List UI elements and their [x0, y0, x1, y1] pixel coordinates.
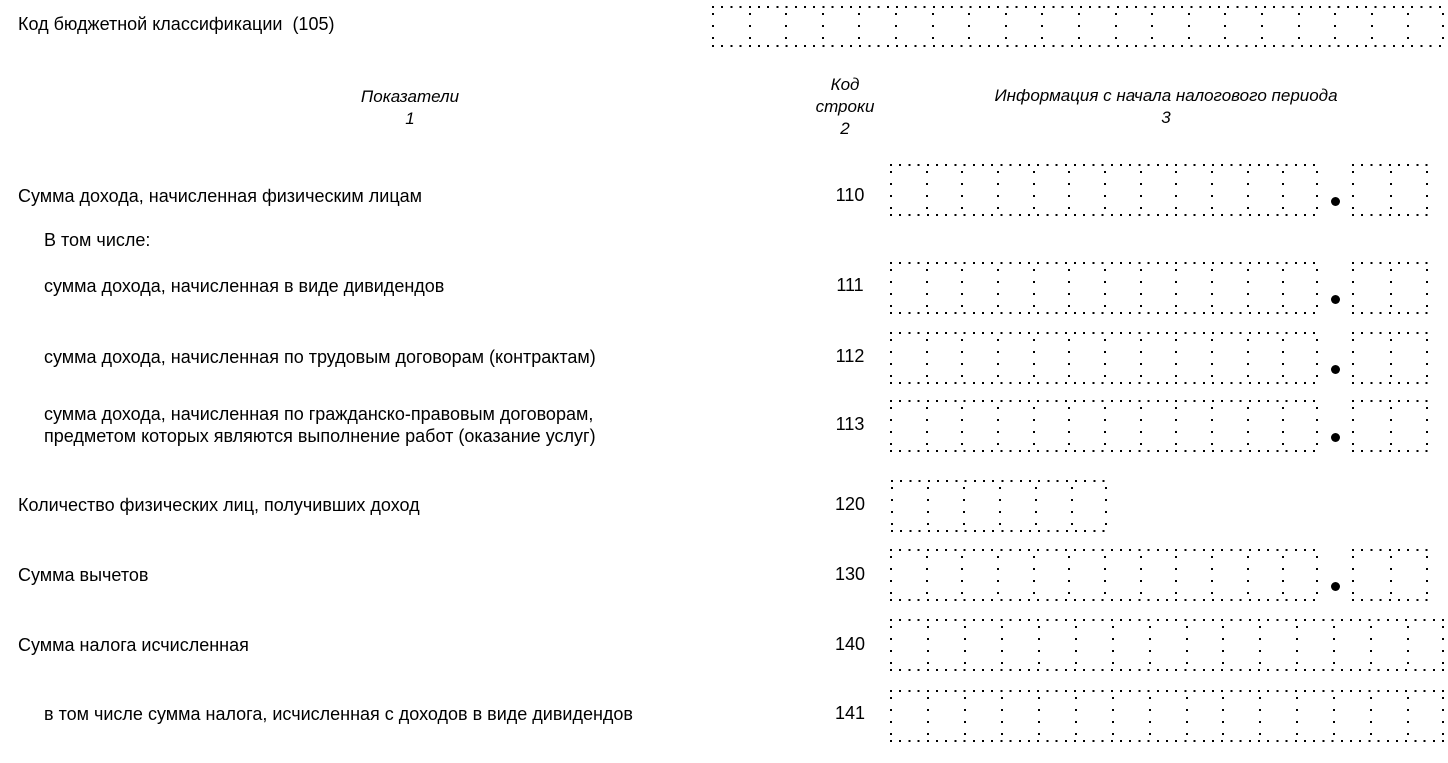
digit-cell	[1247, 400, 1283, 452]
digit-cell	[1282, 262, 1318, 314]
row-label-112: сумма дохода, начисленная по трудовым договорам (контрактам)	[44, 347, 596, 367]
digit-cell	[712, 6, 749, 47]
digit-cell	[1224, 6, 1261, 47]
digit-cell	[1186, 690, 1223, 742]
digit-cell	[1041, 6, 1078, 47]
field-113-kopecks[interactable]	[1352, 400, 1428, 452]
digit-cell	[1078, 6, 1115, 47]
digit-cell	[1390, 400, 1428, 452]
digit-cell	[926, 262, 962, 314]
digit-cell	[1282, 549, 1318, 601]
digit-cell	[1112, 619, 1149, 671]
digit-cell	[1035, 480, 1071, 532]
column-header-line-code-title: Код строки	[815, 75, 875, 116]
digit-cell	[1334, 6, 1371, 47]
digit-cell	[961, 549, 997, 601]
digit-cell	[968, 6, 1005, 47]
digit-cell	[1352, 549, 1390, 601]
digit-cell	[785, 6, 822, 47]
digit-cell	[1104, 400, 1140, 452]
digit-cell	[1104, 164, 1140, 216]
field-112-rubles[interactable]	[890, 332, 1318, 384]
digit-cell	[890, 332, 926, 384]
digit-cell	[1352, 164, 1390, 216]
row-label-111: сумма дохода, начисленная в виде дивидендов	[44, 276, 445, 296]
digit-cell	[1333, 690, 1370, 742]
digit-cell	[1068, 332, 1104, 384]
digit-cell	[1175, 262, 1211, 314]
digit-cell	[1071, 480, 1107, 532]
digit-cell	[927, 619, 964, 671]
digit-cell	[1104, 549, 1140, 601]
column-header-indicators-title: Показатели	[360, 87, 460, 106]
digit-cell	[1247, 164, 1283, 216]
field-120-count[interactable]	[891, 480, 1107, 532]
digit-cell	[822, 6, 859, 47]
digit-cell	[964, 690, 1001, 742]
digit-cell	[1115, 6, 1152, 47]
digit-cell	[890, 262, 926, 314]
digit-cell	[961, 262, 997, 314]
digit-cell	[1298, 6, 1335, 47]
digit-cell	[1390, 549, 1428, 601]
digit-cell	[1001, 619, 1038, 671]
digit-cell	[1259, 690, 1296, 742]
digit-cell	[1175, 332, 1211, 384]
row-code-113: 113	[835, 414, 865, 434]
digit-cell	[1033, 164, 1069, 216]
digit-cell	[1140, 400, 1176, 452]
row-label-141: в том числе сумма налога, исчисленная с доходов в виде дивидендов	[44, 704, 633, 724]
digit-cell	[1068, 400, 1104, 452]
digit-cell	[1075, 619, 1112, 671]
digit-cell	[1390, 262, 1428, 314]
digit-cell	[1352, 332, 1390, 384]
digit-cell	[1407, 690, 1444, 742]
digit-cell	[1247, 262, 1283, 314]
kbk-input-cells[interactable]	[712, 6, 1444, 47]
digit-cell	[1149, 619, 1186, 671]
digit-cell	[1222, 619, 1259, 671]
field-112-kopecks[interactable]	[1352, 332, 1428, 384]
digit-cell	[1211, 549, 1247, 601]
column-header-info-num: 3	[1161, 108, 1171, 127]
digit-cell	[926, 549, 962, 601]
column-header-line-code-num: 2	[840, 119, 850, 138]
field-130-kopecks[interactable]	[1352, 549, 1428, 601]
decimal-dot-110	[1331, 197, 1340, 206]
digit-cell	[1104, 262, 1140, 314]
digit-cell	[1211, 262, 1247, 314]
digit-cell	[1247, 332, 1283, 384]
digit-cell	[1001, 690, 1038, 742]
kbk-label: Код бюджетной классификации (105)	[18, 14, 335, 34]
digit-cell	[1140, 164, 1176, 216]
field-140[interactable]	[890, 619, 1444, 671]
column-header-line-code	[808, 74, 882, 140]
digit-cell	[1140, 549, 1176, 601]
digit-cell	[1112, 690, 1149, 742]
digit-cell	[1033, 400, 1069, 452]
digit-cell	[1188, 6, 1225, 47]
row-label-130: Сумма вычетов	[18, 565, 149, 585]
field-130-rubles[interactable]	[890, 549, 1318, 601]
digit-cell	[1033, 549, 1069, 601]
row-code-111: 111	[836, 275, 864, 295]
digit-cell	[1370, 690, 1407, 742]
digit-cell	[890, 164, 926, 216]
digit-cell	[1211, 164, 1247, 216]
digit-cell	[749, 6, 786, 47]
row-label-140: Сумма налога исчисленная	[18, 635, 249, 655]
digit-cell	[1370, 619, 1407, 671]
digit-cell	[895, 6, 932, 47]
digit-cell	[1296, 690, 1333, 742]
digit-cell	[1222, 690, 1259, 742]
digit-cell	[890, 400, 926, 452]
digit-cell	[1075, 690, 1112, 742]
digit-cell	[1407, 619, 1444, 671]
digit-cell	[961, 164, 997, 216]
digit-cell	[1033, 332, 1069, 384]
row-label-113-line2: предметом которых являются выполнение работ (оказание услуг)	[44, 426, 596, 446]
field-113-rubles[interactable]	[890, 400, 1318, 452]
digit-cell	[1005, 6, 1042, 47]
column-header-info-title: Информация с начала налогового периода	[994, 86, 1338, 105]
column-header-info	[890, 85, 1442, 129]
field-111-kopecks[interactable]	[1352, 262, 1428, 314]
digit-cell	[1175, 549, 1211, 601]
digit-cell	[890, 690, 927, 742]
row-label-110: Сумма дохода, начисленная физическим лицам	[18, 186, 423, 206]
decimal-dot-111	[1331, 295, 1340, 304]
row-code-140: 140	[834, 634, 866, 654]
digit-cell	[1186, 619, 1223, 671]
subheading-including: В том числе:	[44, 230, 151, 250]
digit-cell	[1296, 619, 1333, 671]
digit-cell	[963, 480, 999, 532]
digit-cell	[1175, 400, 1211, 452]
digit-cell	[858, 6, 895, 47]
digit-cell	[1038, 690, 1075, 742]
digit-cell	[1259, 619, 1296, 671]
digit-cell	[926, 400, 962, 452]
digit-cell	[1390, 164, 1428, 216]
digit-cell	[1352, 400, 1390, 452]
digit-cell	[1352, 262, 1390, 314]
digit-cell	[1104, 332, 1140, 384]
digit-cell	[964, 619, 1001, 671]
field-110-rubles[interactable]	[890, 164, 1318, 216]
digit-cell	[1140, 332, 1176, 384]
digit-cell	[1038, 619, 1075, 671]
digit-cell	[1247, 549, 1283, 601]
digit-cell	[999, 480, 1035, 532]
decimal-dot-112	[1331, 365, 1340, 374]
digit-cell	[997, 400, 1033, 452]
digit-cell	[1033, 262, 1069, 314]
digit-cell	[997, 262, 1033, 314]
digit-cell	[1068, 262, 1104, 314]
decimal-dot-113	[1331, 433, 1340, 442]
digit-cell	[1211, 332, 1247, 384]
digit-cell	[1068, 549, 1104, 601]
digit-cell	[890, 619, 927, 671]
digit-cell	[1140, 262, 1176, 314]
digit-cell	[1149, 690, 1186, 742]
digit-cell	[1333, 619, 1370, 671]
digit-cell	[932, 6, 969, 47]
digit-cell	[961, 400, 997, 452]
digit-cell	[997, 332, 1033, 384]
digit-cell	[1282, 164, 1318, 216]
digit-cell	[1068, 164, 1104, 216]
digit-cell	[927, 480, 963, 532]
digit-cell	[890, 549, 926, 601]
digit-cell	[926, 164, 962, 216]
decimal-dot-130	[1331, 582, 1340, 591]
digit-cell	[1390, 332, 1428, 384]
digit-cell	[997, 164, 1033, 216]
field-111-rubles[interactable]	[890, 262, 1318, 314]
digit-cell	[926, 332, 962, 384]
digit-cell	[1282, 400, 1318, 452]
row-label-113-line1: сумма дохода, начисленная по гражданско-правовым договорам,	[44, 404, 594, 424]
digit-cell	[1282, 332, 1318, 384]
digit-cell	[961, 332, 997, 384]
field-110-kopecks[interactable]	[1352, 164, 1428, 216]
row-label-120: Количество физических лиц, получивших доход	[18, 495, 420, 515]
digit-cell	[1211, 400, 1247, 452]
column-header-indicators-num: 1	[405, 109, 415, 128]
row-code-112: 112	[835, 346, 865, 366]
field-141[interactable]	[890, 690, 1444, 742]
row-code-141: 141	[834, 703, 866, 723]
row-code-130: 130	[834, 564, 866, 584]
digit-cell	[891, 480, 927, 532]
digit-cell	[1371, 6, 1408, 47]
digit-cell	[997, 549, 1033, 601]
column-header-indicators	[235, 86, 585, 130]
digit-cell	[1407, 6, 1444, 47]
digit-cell	[1261, 6, 1298, 47]
row-code-110: 110	[835, 185, 865, 205]
digit-cell	[1151, 6, 1188, 47]
row-label-113	[44, 403, 824, 447]
digit-cell	[927, 690, 964, 742]
row-code-120: 120	[834, 494, 866, 514]
digit-cell	[1175, 164, 1211, 216]
